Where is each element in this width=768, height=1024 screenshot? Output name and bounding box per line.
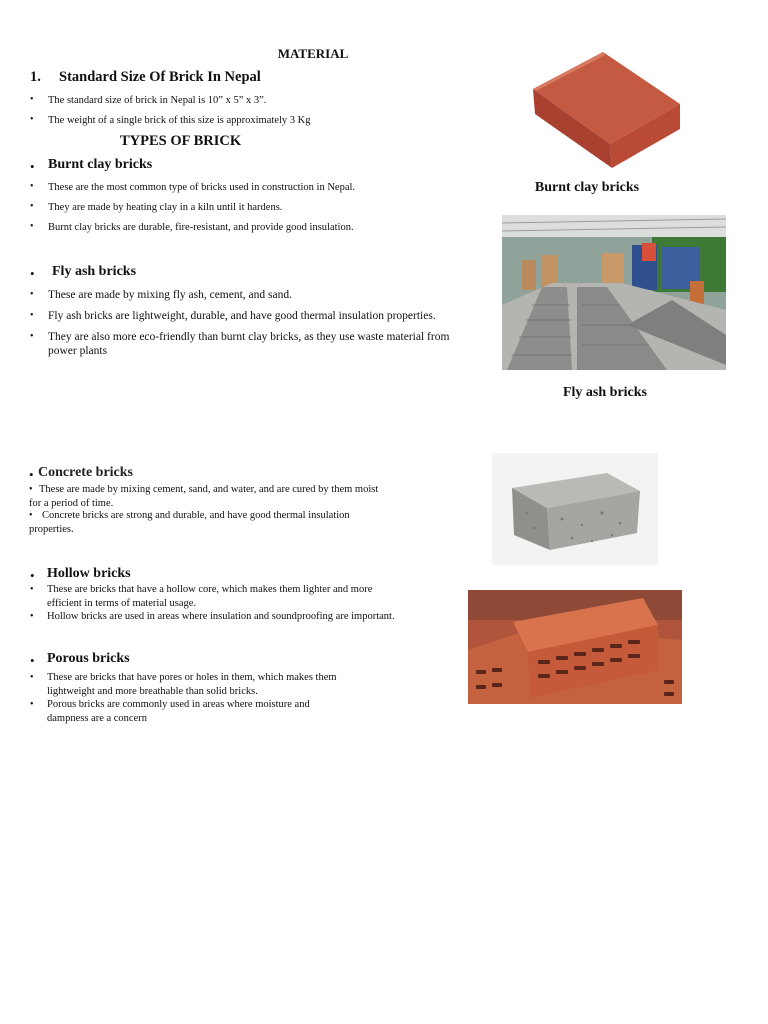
bullet-icon: • bbox=[30, 181, 34, 192]
section-number: 1. bbox=[30, 69, 41, 85]
flyash-bullet-1: These are made by mixing fly ash, cement, and sand. bbox=[48, 289, 292, 301]
burnt-heading: Burnt clay bricks bbox=[48, 157, 153, 172]
hollow-bricks-image bbox=[468, 590, 682, 704]
bullet-icon: • bbox=[30, 221, 34, 232]
bullet-icon: • bbox=[30, 201, 34, 212]
bullet-icon: • bbox=[30, 159, 35, 174]
page-title: MATERIAL bbox=[277, 46, 349, 61]
bullet-icon: • bbox=[30, 584, 34, 595]
bullet-icon: • bbox=[30, 568, 35, 583]
bullet-icon: • bbox=[30, 611, 34, 622]
flyash-caption: Fly ash bricks bbox=[562, 385, 647, 400]
porous-heading: Porous bricks bbox=[47, 651, 130, 666]
bullet-icon: • bbox=[29, 484, 33, 495]
section-heading: Standard Size Of Brick In Nepal bbox=[59, 69, 261, 85]
hollow-heading: Hollow bricks bbox=[47, 566, 131, 581]
burnt-clay-brick-image bbox=[515, 44, 715, 176]
concrete-brick-image bbox=[492, 453, 658, 565]
flyash-heading: Fly ash bricks bbox=[52, 264, 137, 279]
bullet-icon: • bbox=[30, 699, 34, 710]
concrete-bullet-1: These are made by mixing cement, sand, and water, and are cured by them moist for a period of time. bbox=[29, 484, 379, 509]
flyash-bullet-3: They are also more eco-friendly than burnt clay bricks, as they use waste material from power plants bbox=[48, 331, 450, 357]
types-heading: TYPES OF BRICK bbox=[120, 133, 242, 149]
weight-bullet: The weight of a single brick of this size is approximately 3 Kg bbox=[48, 115, 311, 126]
size-bullet: The standard size of brick in Nepal is 10” x 5” x 3”. bbox=[48, 95, 267, 106]
bullet-icon: • bbox=[30, 114, 34, 125]
burnt-caption: Burnt clay bricks bbox=[534, 180, 640, 195]
hollow-bullet-2: Hollow bricks are used in areas where insulation and soundproofing are important. bbox=[47, 611, 395, 622]
bullet-icon: • bbox=[30, 266, 35, 281]
fly-ash-factory-image bbox=[502, 215, 726, 370]
burnt-bullet-2: They are made by heating clay in a kiln until it hardens. bbox=[48, 202, 283, 213]
hollow-bullet-1: These are bricks that have a hollow core, which makes them lighter and more efficient in terms of material usage. bbox=[47, 584, 373, 609]
porous-bullet-2: Porous bricks are commonly used in areas where moisture and dampness are a concern bbox=[47, 699, 310, 724]
bullet-icon: • bbox=[29, 467, 34, 482]
bullet-icon: • bbox=[30, 310, 34, 321]
porous-bullet-1: These are bricks that have pores or holes in them, which makes them lightweight and more breathable than solid bricks. bbox=[47, 672, 337, 697]
flyash-bullet-2: Fly ash bricks are lightweight, durable, and have good thermal insulation properties. bbox=[48, 310, 436, 322]
concrete-heading: Concrete bricks bbox=[38, 465, 133, 480]
burnt-bullet-1: These are the most common type of bricks used in construction in Nepal. bbox=[48, 182, 356, 193]
bullet-icon: • bbox=[30, 331, 34, 342]
bullet-icon: • bbox=[30, 94, 34, 105]
bullet-icon: • bbox=[30, 289, 34, 300]
bullet-icon: • bbox=[30, 653, 35, 668]
bullet-icon: • bbox=[29, 510, 33, 521]
concrete-bullet-2: Concrete bricks are strong and durable, and have good thermal insulation properties. bbox=[29, 510, 350, 535]
burnt-bullet-3: Burnt clay bricks are durable, fire-resistant, and provide good insulation. bbox=[48, 222, 354, 233]
bullet-icon: • bbox=[30, 672, 34, 683]
